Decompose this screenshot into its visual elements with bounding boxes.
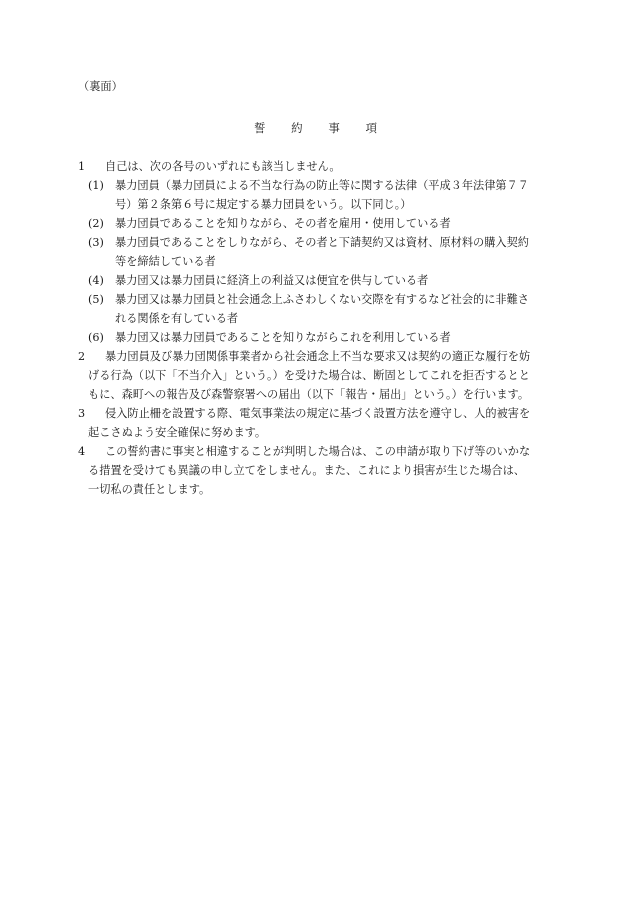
item-number: 1 [78,160,86,173]
item-3-continuation: 起こさぬよう安全確保に努めます。 [88,426,267,439]
item-number: 3 [78,407,86,420]
sub-item-4 [78,271,562,290]
sub-item-number: (6) [88,331,104,344]
item-2 [78,347,562,366]
sub-item-number: (4) [88,274,104,287]
sub-item-6 [78,328,562,347]
sub-item-number: (5) [88,293,104,306]
item-4-continuation-1: る措置を受けても異議の申し立てをしません。また、これにより損害が生じた場合は、 [88,464,525,477]
sub-item-3 [78,233,562,252]
item-4 [78,442,562,461]
sub-item-number: (1) [88,179,104,192]
sub-item-5 [78,290,562,309]
item-text: 侵入防止柵を設置する際、電気事業法の規定に基づく設置方法を遵守し、人的被害を [105,407,531,420]
sub-item-5-continuation: れる関係を有している者 [115,312,239,325]
item-3 [78,404,562,423]
sub-item-text: 暴力団員であることを知りながら、その者を雇用・使用している者 [115,217,451,230]
sub-item-3-continuation: 等を締結している者 [115,255,216,268]
sub-item-text: 暴力団員であることをしりながら、その者と下請契約又は資材、原材料の購入契約 [115,236,529,249]
reverse-side-label: （裏面） [78,80,123,93]
item-2-continuation-2: もに、森町への報告及び森警察署への届出（以下「報告・届出」という。）を行います。 [88,388,530,401]
sub-item-text: 暴力団又は暴力団員と社会通念上ふさわしくない交際を有するなど社会的に非難さ [115,293,529,306]
item-text: この誓約書に事実と相違することが判明した場合は、この申請が取り下げ等のいかな [105,445,531,458]
sub-item-text: 暴力団又は暴力団員であることを知りながらこれを利用している者 [115,331,451,344]
item-1 [78,157,562,176]
item-number: 4 [78,445,86,458]
item-text: 自己は、次の各号のいずれにも該当しません。 [105,160,341,173]
item-2-continuation-1: げる行為（以下「不当介入」という。）を受けた場合は、断固としてこれを拒否するとと [88,369,530,382]
sub-item-text: 暴力団員（暴力団員による不当な行為の防止等に関する法律（平成３年法律第７７ [115,179,529,192]
sub-item-1 [78,176,562,195]
sub-item-2 [78,214,562,233]
document-title: 誓 約 事 項 [254,121,388,135]
item-text: 暴力団員及び暴力団関係事業者から社会通念上不当な要求又は契約の適正な履行を妨 [105,350,531,363]
sub-item-number: (3) [88,236,104,249]
item-4-continuation-2: 一切私の責任とします。 [88,483,211,496]
item-number: 2 [78,350,86,363]
sub-item-1-continuation: 号）第２条第６号に規定する暴力団員をいう。以下同じ。） [115,198,412,211]
pledge-list [78,157,562,499]
sub-item-number: (2) [88,217,104,230]
sub-item-text: 暴力団又は暴力団員に経済上の利益又は便宜を供与している者 [115,274,429,287]
